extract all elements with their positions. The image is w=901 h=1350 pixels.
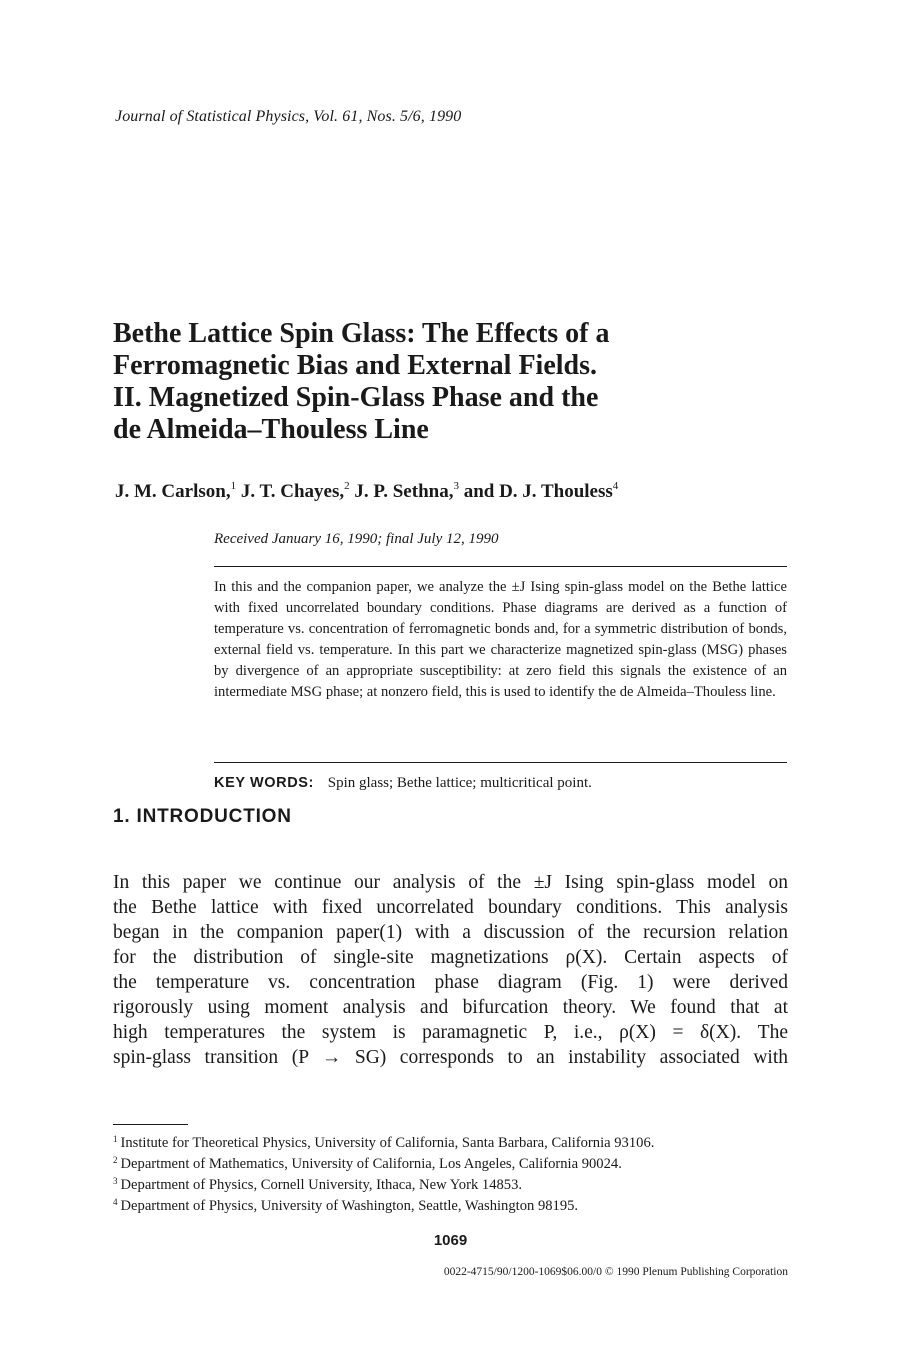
footnote-text: Department of Physics, University of Washington, Seattle, Washington 98195. xyxy=(120,1198,579,1214)
body-line: rigorously using moment analysis and bifurcation theory. We found that at xyxy=(113,997,788,1018)
body-line: for the distribution of single-site magnetizations ρ(X). Certain aspects of xyxy=(113,947,788,968)
footnote-mark: 1 xyxy=(113,1134,118,1144)
abstract-text: In this and the companion paper, we analyze the ±J Ising spin-glass model on the Bethe lattice with fixed uncorrelated boundary conditions. Phase diagrams are derived as a function of temperature vs. concentration of ferromagnetic bonds and, for a symmetric distribution of bonds, external field vs. temperature. In this part we characterize magnetized spin-glass (MSG) phases by divergence of an appropriate susceptibility: at zero field this signals the existence of an intermediate MSG phase; at nonzero field, this is used to identify the de Almeida–Thouless line. xyxy=(214,579,787,700)
body-line: In this paper we continue our analysis of the ±J Ising spin-glass model on xyxy=(113,872,788,893)
author-name: J. T. Chayes, xyxy=(240,481,345,502)
footnote-text: Institute for Theoretical Physics, University of California, Santa Barbara, California 93106. xyxy=(120,1135,655,1151)
body-line: the Bethe lattice with fixed uncorrelated boundary conditions. This analysis xyxy=(113,897,788,918)
footnote xyxy=(113,1196,803,1217)
journal-citation: Journal of Statistical Physics, Vol. 61, Nos. 5/6, 1990 xyxy=(115,108,462,125)
affiliation-mark: 3 xyxy=(453,480,459,492)
body-line: the temperature vs. concentration phase diagram (Fig. 1) were derived xyxy=(113,972,788,993)
author-name: and D. J. Thouless xyxy=(463,481,613,502)
keywords-text: Spin glass; Bethe lattice; multicritical point. xyxy=(327,775,592,791)
affiliation-mark: 4 xyxy=(612,480,619,492)
title-line: de Almeida–Thouless Line xyxy=(113,414,429,445)
footnote-mark: 4 xyxy=(113,1197,118,1207)
author-list xyxy=(115,481,618,503)
page-number: 1069 xyxy=(433,1232,468,1249)
keywords-label: KEY WORDS: xyxy=(214,775,314,791)
author-name: J. M. Carlson, xyxy=(115,481,231,502)
body-line: began in the companion paper(1) with a discussion of the recursion relation xyxy=(113,922,788,943)
footnote xyxy=(113,1175,803,1196)
footnote-text: Department of Mathematics, University of California, Los Angeles, California 90024. xyxy=(120,1156,622,1172)
title-line: II. Magnetized Spin-Glass Phase and the xyxy=(113,382,599,413)
body-line: high temperatures the system is paramagnetic P, i.e., ρ(X) = δ(X). The xyxy=(113,1022,788,1043)
title-line: Ferromagnetic Bias and External Fields. xyxy=(113,350,597,381)
paper-title xyxy=(113,318,793,446)
body-line: spin-glass transition (P → SG) corresponds to an instability associated with xyxy=(113,1047,788,1068)
copyright-line: 0022-4715/90/1200-1069$06.00/0 © 1990 Plenum Publishing Corporation xyxy=(443,1266,788,1278)
keywords xyxy=(214,775,592,792)
title-line: Bethe Lattice Spin Glass: The Effects of a xyxy=(113,318,610,349)
footnote xyxy=(113,1154,803,1175)
author-name: J. P. Sethna, xyxy=(354,481,454,502)
footnote-mark: 2 xyxy=(113,1155,118,1165)
footnote-mark: 3 xyxy=(113,1176,118,1186)
footnote xyxy=(113,1133,803,1154)
affiliation-mark: 1 xyxy=(230,480,237,492)
abstract-top-rule xyxy=(214,566,787,567)
received-date: Received January 16, 1990; final July 12, 1990 xyxy=(214,531,499,547)
introduction-body xyxy=(113,870,788,1070)
abstract-bottom-rule xyxy=(214,762,787,763)
section-heading: 1. INTRODUCTION xyxy=(113,806,292,827)
footnote-text: Department of Physics, Cornell University, Ithaca, New York 14853. xyxy=(120,1177,523,1193)
footnote-rule xyxy=(113,1124,188,1125)
affiliation-mark: 2 xyxy=(344,480,350,492)
footnotes xyxy=(113,1133,803,1217)
